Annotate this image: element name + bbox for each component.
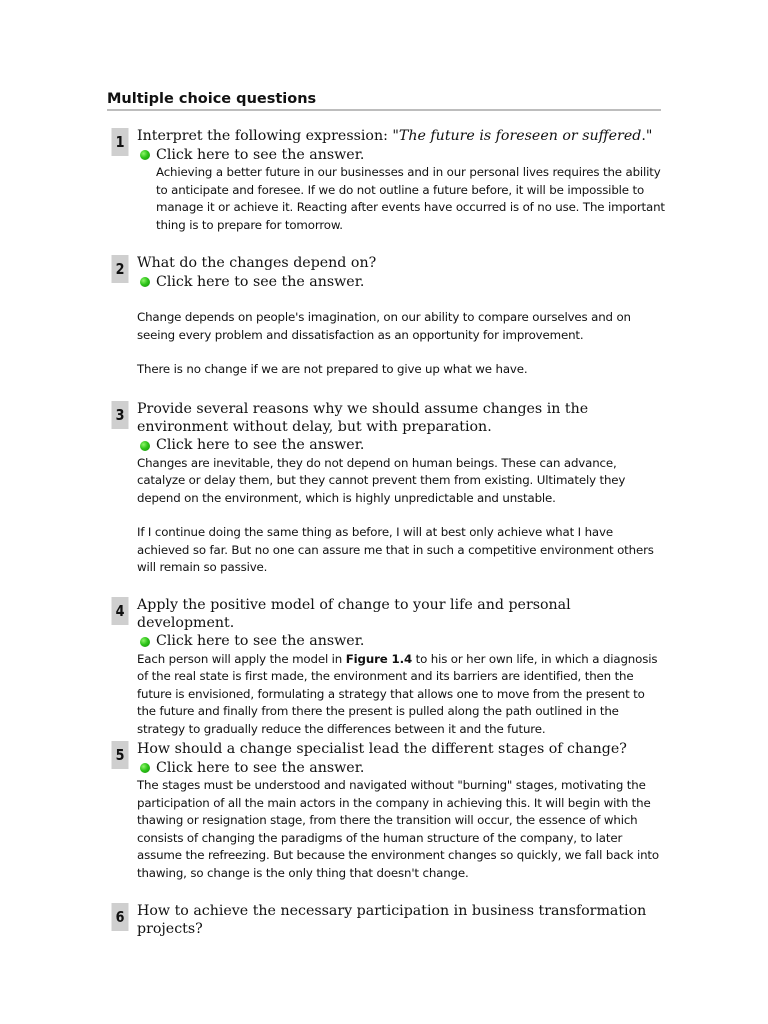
- answer-text: Achieving a better future in our businesses and in our personal lives requires the ability to anticipate and foresee. If we do not outline a future before, it will be impossible to manage it or achieve it. Reacting after events have occurred is of no use. The important thing is to prepare for tomorrow.: [156, 165, 665, 232]
- question-number: 1: [112, 128, 129, 156]
- question-1: [108, 128, 668, 234]
- question-3: [108, 401, 668, 577]
- question-4: [108, 597, 668, 738]
- question-6: [108, 903, 668, 938]
- show-answer-link[interactable]: Click here to see the answer.: [140, 437, 668, 455]
- question-text: Apply the positive model of change to your life and personal development.: [137, 597, 571, 631]
- figure-reference: Figure 1.4: [345, 651, 413, 666]
- show-answer-link[interactable]: Click here to see the answer.: [140, 633, 668, 651]
- question-text: What do the changes depend on?: [137, 255, 377, 271]
- question-5: [108, 741, 668, 883]
- answer-text: The stages must be understood and navigated without "burning" stages, motivating the participation of all the main actors in the company in achieving this. It will begin with the thawing or resignation stage, from there the transition will occur, the essence of which consists of changing the paradigms of the human structure of the company, to later assume the refreezing. But because the environment changes so quickly, we fall back into thawing, so change is the only thing that doesn't change.: [137, 778, 659, 880]
- show-answer-link[interactable]: Click here to see the answer.: [140, 147, 668, 165]
- show-answer-link[interactable]: Click here to see the answer.: [140, 274, 668, 292]
- question-number: 2: [112, 255, 129, 283]
- answer-text: Each person will apply the model in Figure 1.4 to his or her own life, in which a diagnosis of the real state is first made, the environment and its barriers are identified, then the future is envisioned, formulating a strategy that allows one to move from the present to the future and finally from there the present is pulled along the path outlined in the strategy to gradually reduce the differences between it and the future.: [137, 651, 658, 736]
- question-number: 3: [112, 401, 129, 429]
- question-number: 5: [112, 741, 129, 769]
- question-text: How to achieve the necessary participation in business transformation projects?: [137, 903, 647, 937]
- show-answer-link[interactable]: Click here to see the answer.: [140, 760, 668, 778]
- green-dot-icon: [140, 441, 150, 451]
- green-dot-icon: [140, 150, 150, 160]
- question-2: [108, 255, 668, 379]
- question-text: How should a change specialist lead the different stages of change?: [137, 741, 627, 757]
- green-dot-icon: [140, 277, 150, 287]
- section-title: Multiple choice questions: [107, 91, 661, 111]
- question-text: Interpret the following expression: "The future is foreseen or suffered.": [137, 128, 653, 144]
- question-text: Provide several reasons why we should assume changes in the environment without delay, but with preparation.: [137, 401, 589, 435]
- answer-text: Change depends on people's imagination, on our ability to compare ourselves and on seeing every problem and dissatisfaction as an opportunity for improvement. There is no change if we are not prepared to give up what we have.: [137, 310, 631, 377]
- question-number: 4: [112, 597, 129, 625]
- green-dot-icon: [140, 637, 150, 647]
- answer-text: Changes are inevitable, they do not depend on human beings. These can advance, catalyze or delay them, but they cannot prevent them from existing. Ultimately they depend on the environment, which is highly unpredictable and unstable. If I continue doing the same thing as before, I will at best only achieve what I have achieved so far. But no one can assure me that in such a competitive environment others will remain so passive.: [137, 455, 654, 575]
- question-number: 6: [112, 903, 129, 931]
- quoted-expression: The future is foreseen or suffered: [398, 128, 642, 144]
- green-dot-icon: [140, 763, 150, 773]
